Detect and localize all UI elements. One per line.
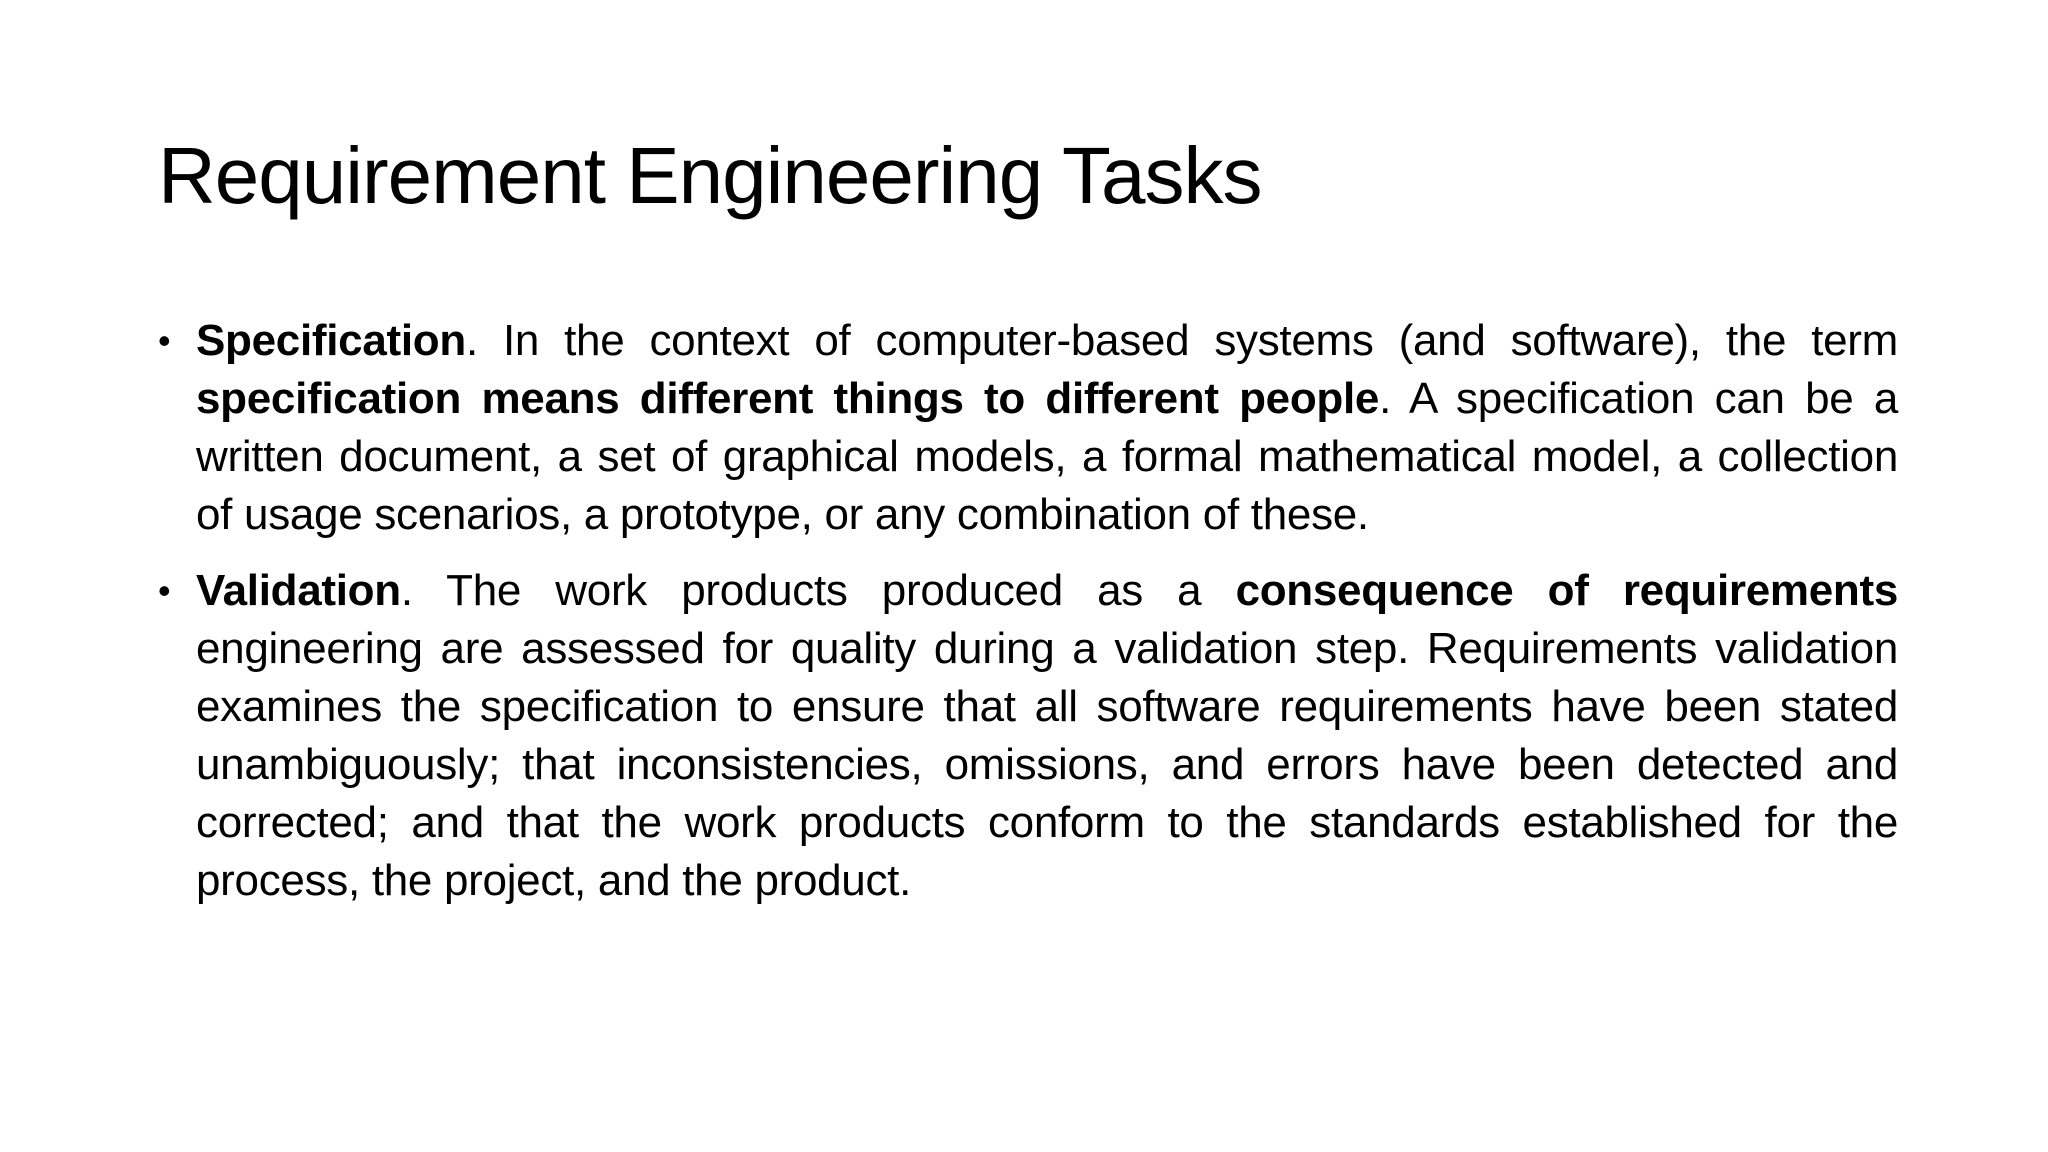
bullet-term: Validation (196, 566, 401, 615)
bullet-term: Specification (196, 316, 466, 365)
slide-title: Requirement Engineering Tasks (158, 131, 1262, 220)
bullet-specification (158, 312, 1898, 544)
bullet-text: . A specification can be a written document, a set of graphical models, a formal mathematical model, a collection of usage scenarios, a prototype, or any combination of these. (196, 374, 1898, 539)
bullet-validation (158, 562, 1898, 910)
bullet-dot-icon: • (158, 570, 171, 611)
bullet-emphasis: consequence of requirements (1235, 566, 1898, 615)
bullet-text: . The work products produced as a (400, 566, 1236, 615)
bullet-emphasis: specification means different things to different people (196, 374, 1380, 423)
bullet-dot-icon: • (158, 320, 171, 361)
bullet-list (158, 312, 1898, 928)
bullet-text: . In the context of computer-based systems (and software), the term (465, 316, 1898, 365)
bullet-text: engineering are assessed for quality during a validation step. Requirements validation examines the specification to ensure that all software requirements have been stated unambiguously; that inconsistencies, omissions, and errors have been detected and corrected; and that the work products conform to the standards established for the process, the project, and the product. (196, 624, 1898, 905)
